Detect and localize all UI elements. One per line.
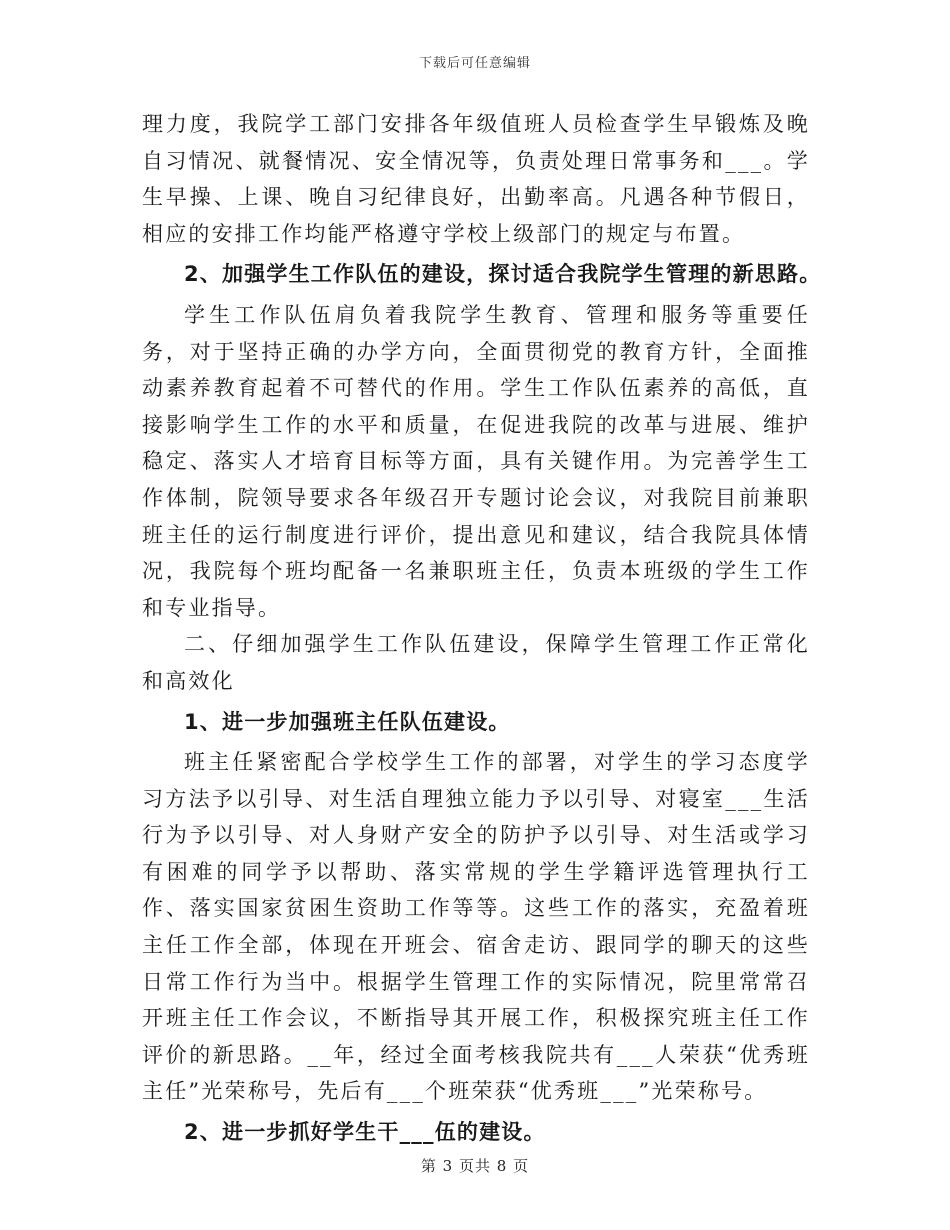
paragraph: 班主任紧密配合学校学生工作的部署，对学生的学习态度学习方法予以引导、对生活自理独立能力予以引导、对寝室___生活行为予以引导、对人身财产安全的防护予以引导、对生活或学习有困难的同学予以帮助、落实常规的学生学籍评选管理执行工作、落实国家贫困生资助工作等等。这些工作的落实，充盈着班主任工作全部，体现在开班会、宿舍走访、跟同学的聊天的这些日常工作行为当中。根据学生管理工作的实际情况，院里常常召开班主任工作会议，不断指导其开展工作，积极探究班主任工作评价的新思路。__年，经过全面考核我院共有___人荣获“优秀班主任”光荣称号，先后有___个班荣获“优秀班___”光荣称号。 xyxy=(142,750,810,1104)
paragraph: 学生工作队伍肩负着我院学生教育、管理和服务等重要任务，对于坚持正确的办学方向，全面贯彻党的教育方针，全面推动素养教育起着不可替代的作用。学生工作队伍素养的高低，直接影响学生工作的水平和质量，在促进我院的改革与进展、维护稳定、落实人才培育目标等方面，具有关键作用。为完善学生工作体制，院领导要求各年级召开专题讨论会议，对我院目前兼职班主任的运行制度进行评价，提出意见和建议，结合我院具体情况，我院每个班均配备一名兼职班主任，负责本班级的学生工作和专业指导。 xyxy=(142,302,810,620)
page-number: 第 3 页共 8 页 xyxy=(420,1157,530,1175)
section-heading: 2、加强学生工作队伍的建设，探讨适合我院学生管理的新思路。 xyxy=(184,262,822,287)
paragraph: 理力度，我院学工部门安排各年级值班人员检查学生早锻炼及晚自习情况、就餐情况、安全情况等，负责处理日常事务和___。学生早操、上课、晚自习纪律良好，出勤率高。凡遇各种节假日，相应的安排工作均能严格遵守学校上级部门的规定与布置。 xyxy=(142,112,810,246)
section-heading: 1、进一步加强班主任队伍建设。 xyxy=(184,709,511,734)
document-body xyxy=(142,106,822,1155)
section-heading: 2、进一步抓好学生干___伍的建设。 xyxy=(184,1120,546,1145)
paragraph: 二、仔细加强学生工作队伍建设，保障学生管理工作正常化和高效化 xyxy=(142,632,810,693)
page-header: 下载后可任意编辑 xyxy=(418,56,531,71)
